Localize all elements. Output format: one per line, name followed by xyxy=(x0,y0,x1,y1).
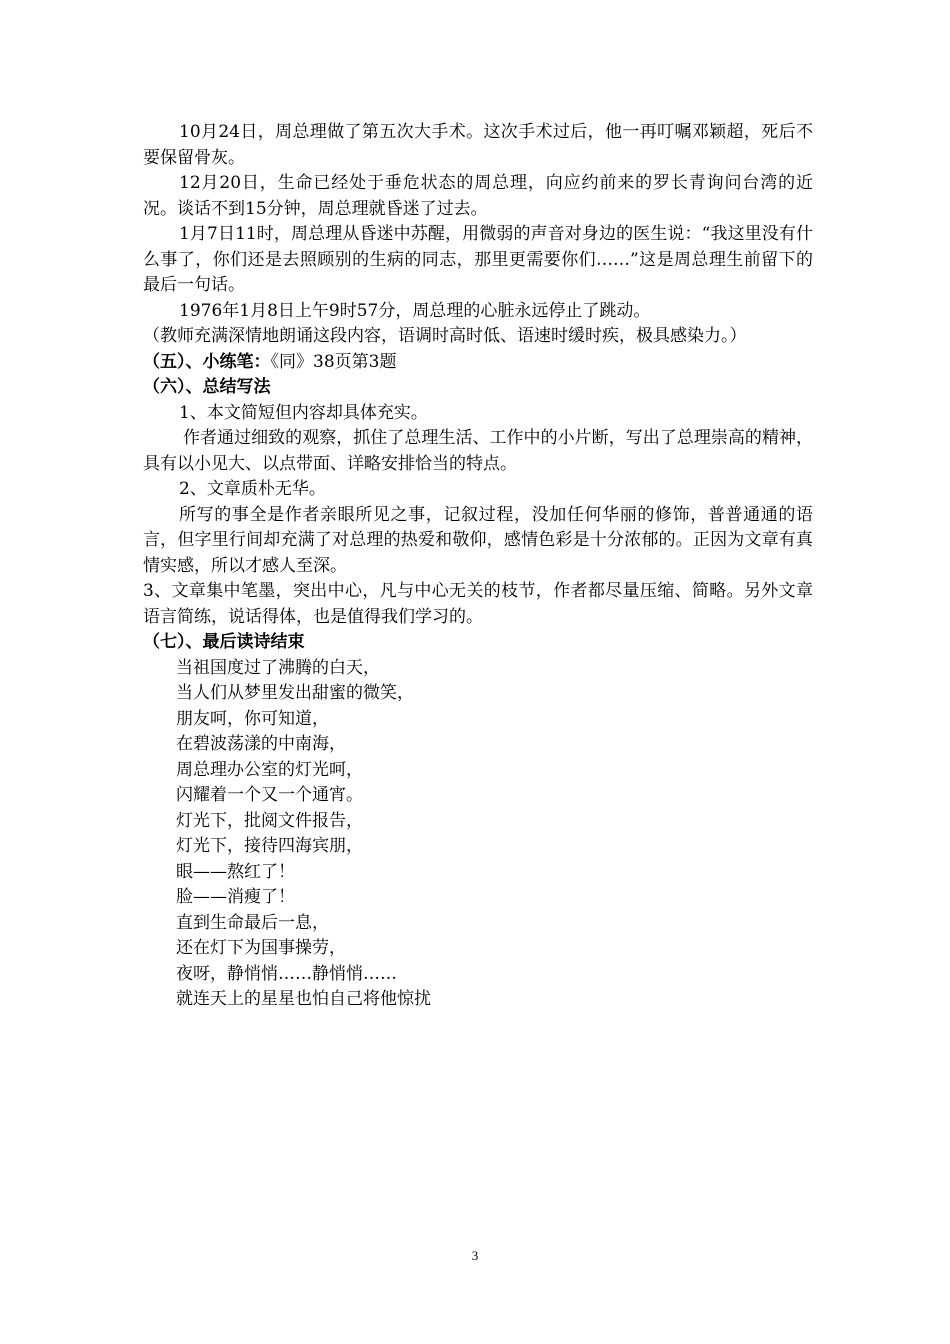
poem-line: 灯光下，接待四海宾朋， xyxy=(176,836,363,856)
section-six-item-3: 3、文章集中笔墨，突出中心，凡与中心无关的枝节，作者都尽量压缩、简略。另外文章语言简练，说话得体，也是值得我们学习的。 xyxy=(143,581,813,627)
section-six-item-1-text: 作者通过细致的观察，抓住了总理生活、工作中的小片断，写出了总理崇高的精神，具有以小见大、以点带面、详略安排恰当的特点。 xyxy=(143,428,813,474)
page-number: 3 xyxy=(471,1248,479,1263)
section-six-item-1: 1、本文简短但内容却具体充实。 xyxy=(179,402,428,423)
section-five xyxy=(143,350,813,376)
poem-line: 脸——消瘦了！ xyxy=(176,887,295,907)
paragraph-teacher-note: （教师充满深情地朗诵这段内容，语调时高时低、语速时缓时疾，极具感染力。） xyxy=(143,326,747,346)
poem-line: 眼——熬红了！ xyxy=(176,861,295,882)
section-five-heading: （五）、小练笔： xyxy=(143,351,271,372)
poem-line: 当人们从梦里发出甜蜜的微笑， xyxy=(176,683,414,703)
poem-line: 还在灯下为国事操劳， xyxy=(176,938,346,958)
paragraph-taiwan: 12月20日，生命已经处于垂危状态的周总理，向应约前来的罗长青询问台湾的近况。谈话不到15分钟，周总理就昏迷了过去。 xyxy=(143,173,813,219)
poem-line: 就连天上的星星也怕自己将他惊扰 xyxy=(176,989,431,1009)
poem-line: 闪耀着一个又一个通宵。 xyxy=(176,785,363,805)
poem-line: 在碧波荡漾的中南海， xyxy=(176,734,346,754)
section-six-heading: （六）、总结写法 xyxy=(143,377,271,397)
poem-line: 朋友呵，你可知道， xyxy=(176,708,329,729)
poem-line: 灯光下，批阅文件报告， xyxy=(176,810,363,831)
section-five-text: 《同》38页第3题 xyxy=(270,351,397,372)
document-body xyxy=(143,120,813,1013)
poem-line: 周总理办公室的灯光呵， xyxy=(176,759,363,780)
paragraph-last-words: 1月7日11时，周总理从昏迷中苏醒，用微弱的声音对身边的医生说：“我这里没有什么事了，你们还是去照顾别的生病的同志，那里更需要你们……”这是周总理生前留下的最后一句话。 xyxy=(143,224,813,295)
paragraph-surgery: 10月24日，周总理做了第五次大手术。这次手术过后，他一再叮嘱邓颖超，死后不要保留骨灰。 xyxy=(143,122,813,168)
section-six-item-2: 2、文章质朴无华。 xyxy=(179,479,326,499)
section-seven-heading: （七）、最后读诗结束 xyxy=(143,632,305,652)
poem xyxy=(143,656,813,1013)
poem-line: 当祖国度过了沸腾的白天， xyxy=(176,657,380,678)
poem-line: 夜呀，静悄悄……静悄悄…… xyxy=(176,963,397,984)
section-six-item-2-text: 所写的事全是作者亲眼所见之事，记叙过程，没加任何华丽的修饰，普普通通的语言，但字里行间却充满了对总理的热爱和敬仰，感情色彩是十分浓郁的。正因为文章有真情实感，所以才感人至深。 xyxy=(143,504,813,576)
poem-line: 直到生命最后一息， xyxy=(176,912,329,933)
paragraph-death: 1976年1月8日上午9时57分，周总理的心脏永远停止了跳动。 xyxy=(179,300,651,321)
